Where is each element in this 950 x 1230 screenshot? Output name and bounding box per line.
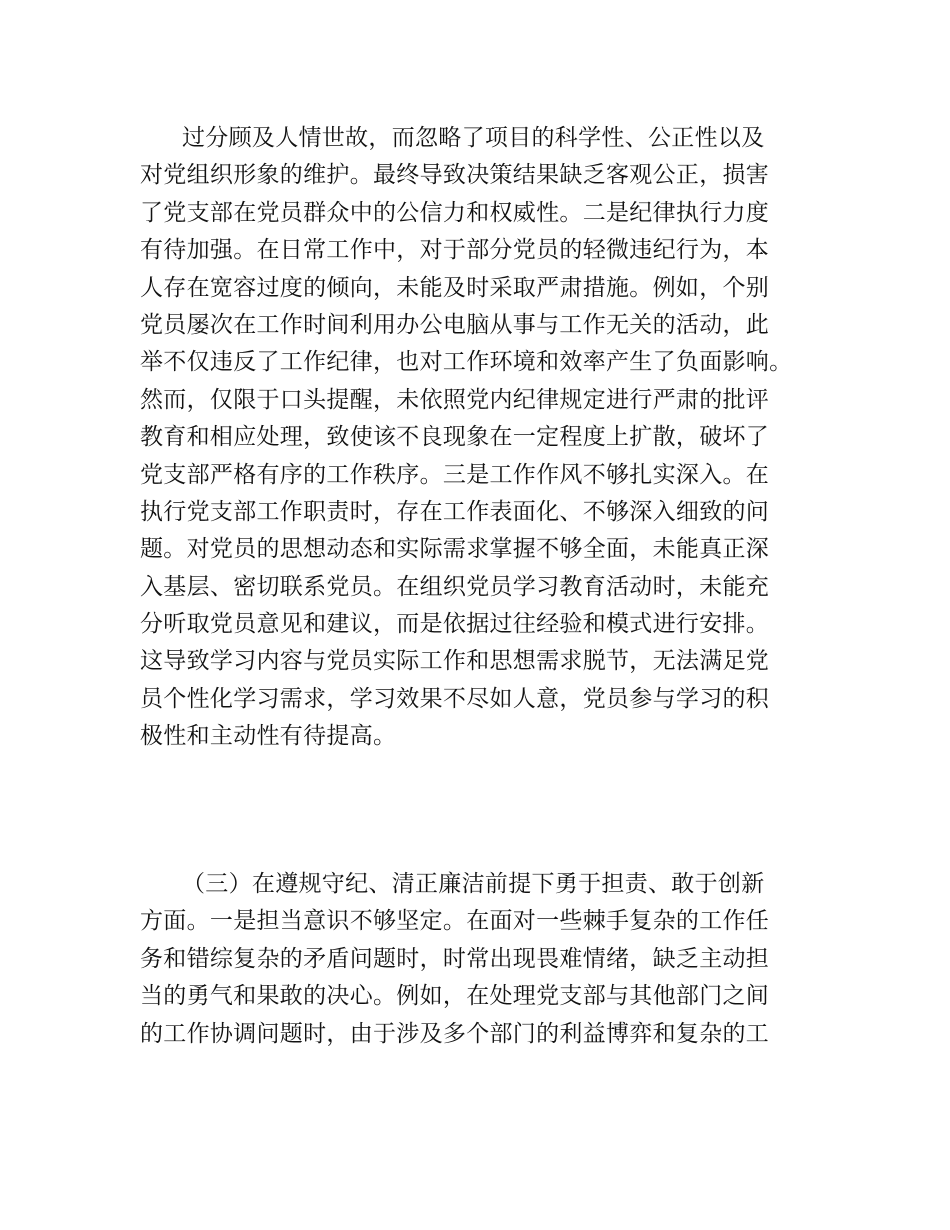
text-line: 教育和相应处理，致使该不良现象在一定程度上扩散，破坏了 [140, 424, 770, 451]
text-line: 了党支部在党员群众中的公信力和权威性。二是纪律执行力度 [140, 199, 770, 226]
text-line: 然而，仅限于口头提醒，未依照党内纪律规定进行严肃的批评 [140, 386, 770, 413]
text-line: 极性和主动性有待提高。 [140, 723, 397, 750]
paragraph-2 [140, 866, 820, 1053]
text-line: 这导致学习内容与党员实际工作和思想需求脱节，无法满足党 [140, 648, 770, 675]
text-line: 人存在宽容过度的倾向，未能及时采取严肃措施。例如，个别 [140, 274, 770, 301]
text-line: 当的勇气和果敢的决心。例如，在处理党支部与其他部门之间 [140, 983, 770, 1010]
text-line: 入基层、密切联系党员。在组织党员学习教育活动时，未能充 [140, 573, 770, 600]
text-line: 党员屡次在工作时间利用办公电脑从事与工作无关的活动，此 [140, 311, 770, 338]
text-line: 举不仅违反了工作纪律，也对工作环境和效率产生了负面影响。 [140, 349, 793, 376]
text-line: 对党组织形象的维护。最终导致决策结果缺乏客观公正，损害 [140, 162, 770, 189]
text-line: 务和错综复杂的矛盾问题时，时常出现畏难情绪，缺乏主动担 [140, 945, 770, 972]
text-line: （三）在遵规守纪、清正廉洁前提下勇于担责、敢于创新 [182, 871, 765, 897]
text-line: 方面。一是担当意识不够坚定。在面对一些棘手复杂的工作任 [140, 908, 770, 935]
text-line: 员个性化学习需求，学习效果不尽如人意，党员参与学习的积 [140, 685, 770, 712]
text-line: 题。对党员的思想动态和实际需求掌握不够全面，未能真正深 [140, 536, 770, 563]
text-line: 过分顾及人情世故，而忽略了项目的科学性、公正性以及 [182, 125, 765, 151]
paragraph-1 [140, 120, 820, 756]
text-line: 执行党支部工作职责时，存在工作表面化、不够深入细致的问 [140, 498, 770, 525]
text-line: 有待加强。在日常工作中，对于部分党员的轻微违纪行为，本 [140, 237, 770, 264]
text-line: 的工作协调问题时，由于涉及多个部门的利益博弈和复杂的工 [140, 1020, 770, 1047]
text-line: 党支部严格有序的工作秩序。三是工作作风不够扎实深入。在 [140, 461, 770, 488]
text-line: 分听取党员意见和建议，而是依据过往经验和模式进行安排。 [140, 611, 770, 638]
